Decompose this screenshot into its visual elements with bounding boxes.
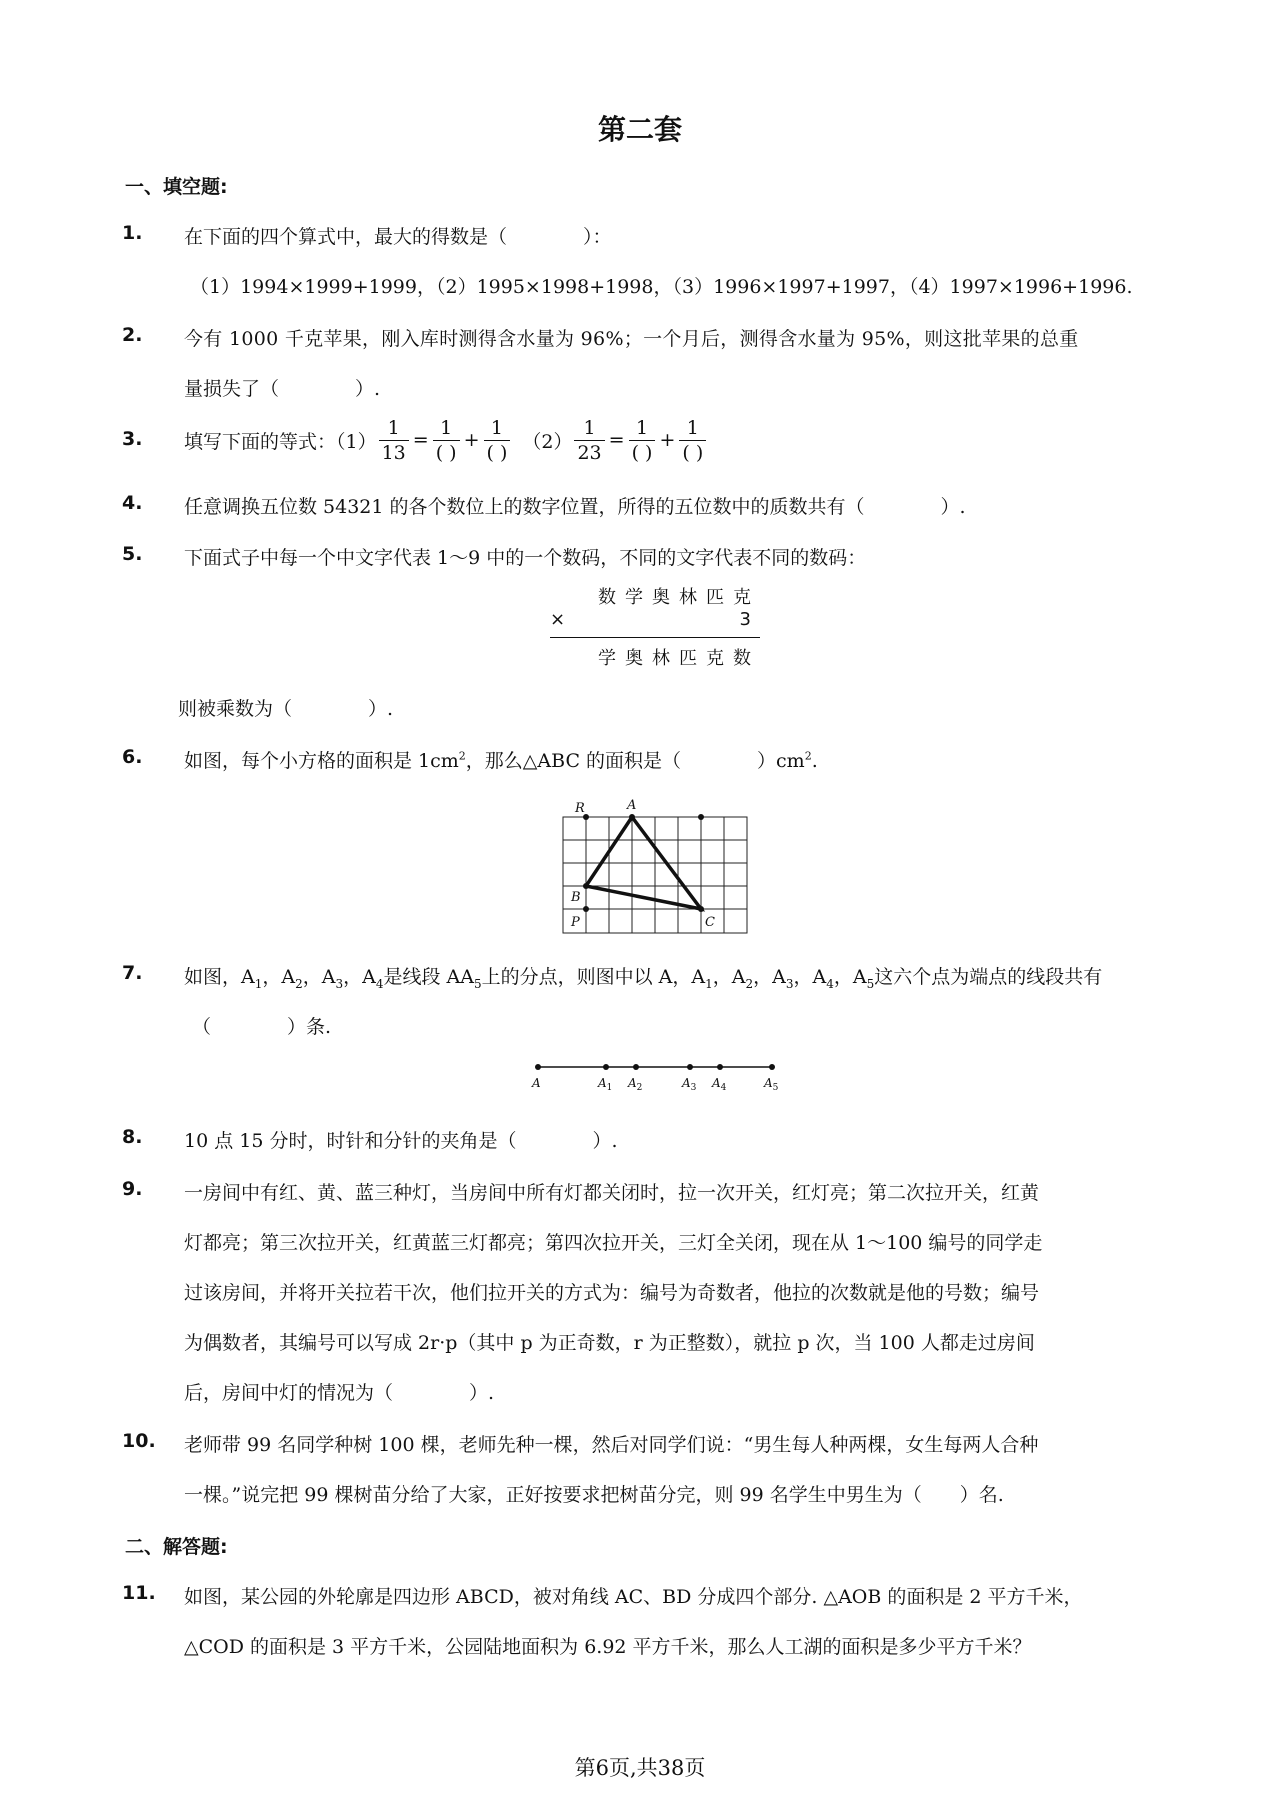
- q3-blank-fraction-b: $\frac{1}{( )}$: [484, 416, 511, 465]
- point-dot: [698, 814, 704, 820]
- q5-multiplication: [550, 583, 760, 670]
- q7-answer-line: （ ）条.: [192, 1016, 332, 1038]
- page-title: 第二套: [597, 113, 682, 146]
- q1-options: （1）1994×1999+1999，（2）1995×1998+1998，（3）1996×1997+1997，（4）1997×1996+1996.: [190, 276, 1133, 298]
- q3-fraction-1-23: $\frac{1}{23}$: [574, 416, 604, 465]
- label-a5: $A_5$: [764, 1076, 779, 1093]
- q8-text: 10 点 15 分时，时针和分针的夹角是（ ）.: [184, 1130, 618, 1152]
- q11-line1: 如图，某公园的外轮廓是四边形 ABCD，被对角线 AC、BD 分成四个部分. △AOB 的面积是 2 平方千米，: [184, 1586, 1083, 1608]
- q1-number: 1.: [122, 222, 143, 244]
- q9-line3: 过该房间，并将开关拉若干次，他们拉开关的方式为：编号为奇数者，他拉的次数就是他的号数；编号: [184, 1282, 1040, 1304]
- q6-grid-figure: [555, 795, 755, 940]
- label-a: A: [627, 798, 637, 813]
- point-b: [583, 883, 589, 889]
- q10-line2: 一棵。”说完把 99 棵树苗分给了大家，正好按要求把树苗分完，则 99 名学生中男生为（ ）名.: [184, 1484, 1004, 1506]
- label-a: A: [532, 1076, 541, 1090]
- equals-sign: =: [608, 429, 625, 451]
- q10-number: 10.: [122, 1430, 156, 1452]
- point-a: [629, 814, 635, 820]
- q3-label-1: 填写下面的等式：（1）: [184, 430, 377, 453]
- q3-label-2: （2）: [522, 430, 573, 453]
- q10-line1: 老师带 99 名同学种树 100 棵，老师先种一棵，然后对同学们说：“男生每人种两棵，女生每两人合种: [184, 1434, 1039, 1456]
- label-a4: $A_4$: [712, 1076, 727, 1093]
- point-p: [583, 906, 589, 912]
- q6-text-b: ，那么△ABC 的面积是（ ）cm: [465, 750, 805, 772]
- q7-segment-figure: [528, 1055, 798, 1095]
- q6-superscript: 2: [458, 749, 466, 763]
- q5-rule: [550, 637, 760, 638]
- page-footer: 第6页,共38页: [574, 1756, 706, 1780]
- point-c: [698, 906, 704, 912]
- point-a1: [603, 1064, 609, 1070]
- q3-equation: [184, 410, 708, 470]
- q11-number: 11.: [122, 1582, 156, 1604]
- q9-line2: 灯都亮；第三次拉开关，红黄蓝三灯都亮；第四次拉开关，三灯全关闭，现在从 1～100 编号的同学走: [184, 1232, 1043, 1254]
- times-sign: ×: [550, 609, 566, 630]
- label-a1: $A_1$: [598, 1076, 613, 1093]
- q7-number: 7.: [122, 962, 143, 984]
- q6-end: .: [811, 750, 818, 772]
- section-solve-heading: 二、解答题:: [125, 1536, 228, 1558]
- q5-product: 学奥林匹克数: [598, 648, 760, 669]
- q2-number: 2.: [122, 324, 143, 346]
- q5-answer-line: 则被乘数为（ ）.: [178, 698, 394, 720]
- q7-text: 如图，$A_1$，$A_2$，$A_3$，$A_4$是线段 $AA_5$上的分点，则图中以 A，$A_1$，$A_2$，$A_3$，$A_4$，$A_5$这六个点为端点的线段共有: [184, 966, 1103, 991]
- grid-lines: [563, 817, 747, 933]
- q6-text: [184, 746, 818, 773]
- equals-sign: =: [412, 429, 429, 451]
- label-b: B: [571, 890, 581, 905]
- plus-sign: +: [463, 429, 480, 451]
- q2-text-line2: 量损失了（ ）.: [184, 378, 381, 400]
- q3-fraction-1-13: $\frac{1}{13}$: [379, 416, 409, 465]
- point-a4: [717, 1064, 723, 1070]
- plus-sign: +: [659, 429, 676, 451]
- q8-number: 8.: [122, 1126, 143, 1148]
- q9-number: 9.: [122, 1178, 143, 1200]
- q4-number: 4.: [122, 492, 143, 514]
- point-a2: [633, 1064, 639, 1070]
- label-a2: $A_2$: [628, 1076, 643, 1093]
- q4-text: 任意调换五位数 54321 的各个数位上的数字位置，所得的五位数中的质数共有（ ）.: [184, 496, 966, 518]
- point-a3: [687, 1064, 693, 1070]
- q5-text: 下面式子中每一个中文字代表 1～9 中的一个数码，不同的文字代表不同的数码：: [184, 547, 867, 569]
- label-a3: $A_3$: [682, 1076, 697, 1093]
- point-a: [535, 1064, 541, 1070]
- q6-superscript: 2: [804, 749, 812, 763]
- q3-blank-fraction-c: $\frac{1}{( )}$: [629, 416, 656, 465]
- q3-number: 3.: [122, 428, 143, 450]
- q2-text: 今有 1000 千克苹果，刚入库时测得含水量为 96%；一个月后，测得含水量为 95%，则这批苹果的总重: [184, 328, 1079, 350]
- q5-multiplier: 3: [739, 609, 751, 630]
- q9-line5: 后，房间中灯的情况为（ ）.: [184, 1382, 495, 1404]
- q9-line4: 为偶数者，其编号可以写成 2r·p（其中 p 为正奇数，r 为正整数），就拉 p 次，当 100 人都走过房间: [184, 1332, 1035, 1354]
- label-r: R: [575, 801, 585, 816]
- q11-line2: △COD 的面积是 3 平方千米，公园陆地面积为 6.92 平方千米，那么人工湖的面积是多少平方千米？: [184, 1636, 1032, 1658]
- section-fill-blank-heading: 一、填空题:: [125, 176, 228, 198]
- q3-blank-fraction-a: $\frac{1}{( )}$: [433, 416, 460, 465]
- q5-multiplier-row: [550, 609, 760, 635]
- q5-number: 5.: [122, 543, 143, 565]
- q6-text-a: 如图，每个小方格的面积是 1cm: [184, 750, 459, 772]
- label-c: C: [705, 915, 715, 930]
- point-a5: [769, 1064, 775, 1070]
- q5-multiplicand: 数学奥林匹克: [598, 587, 760, 608]
- q3-blank-fraction-d: $\frac{1}{( )}$: [679, 416, 706, 465]
- label-p: P: [571, 915, 580, 930]
- q9-line1: 一房间中有红、黄、蓝三种灯，当房间中所有灯都关闭时，拉一次开关，红灯亮；第二次拉开关，红黄: [184, 1182, 1040, 1204]
- q1-text: 在下面的四个算式中，最大的得数是（ ）：: [184, 226, 612, 248]
- q6-number: 6.: [122, 746, 143, 768]
